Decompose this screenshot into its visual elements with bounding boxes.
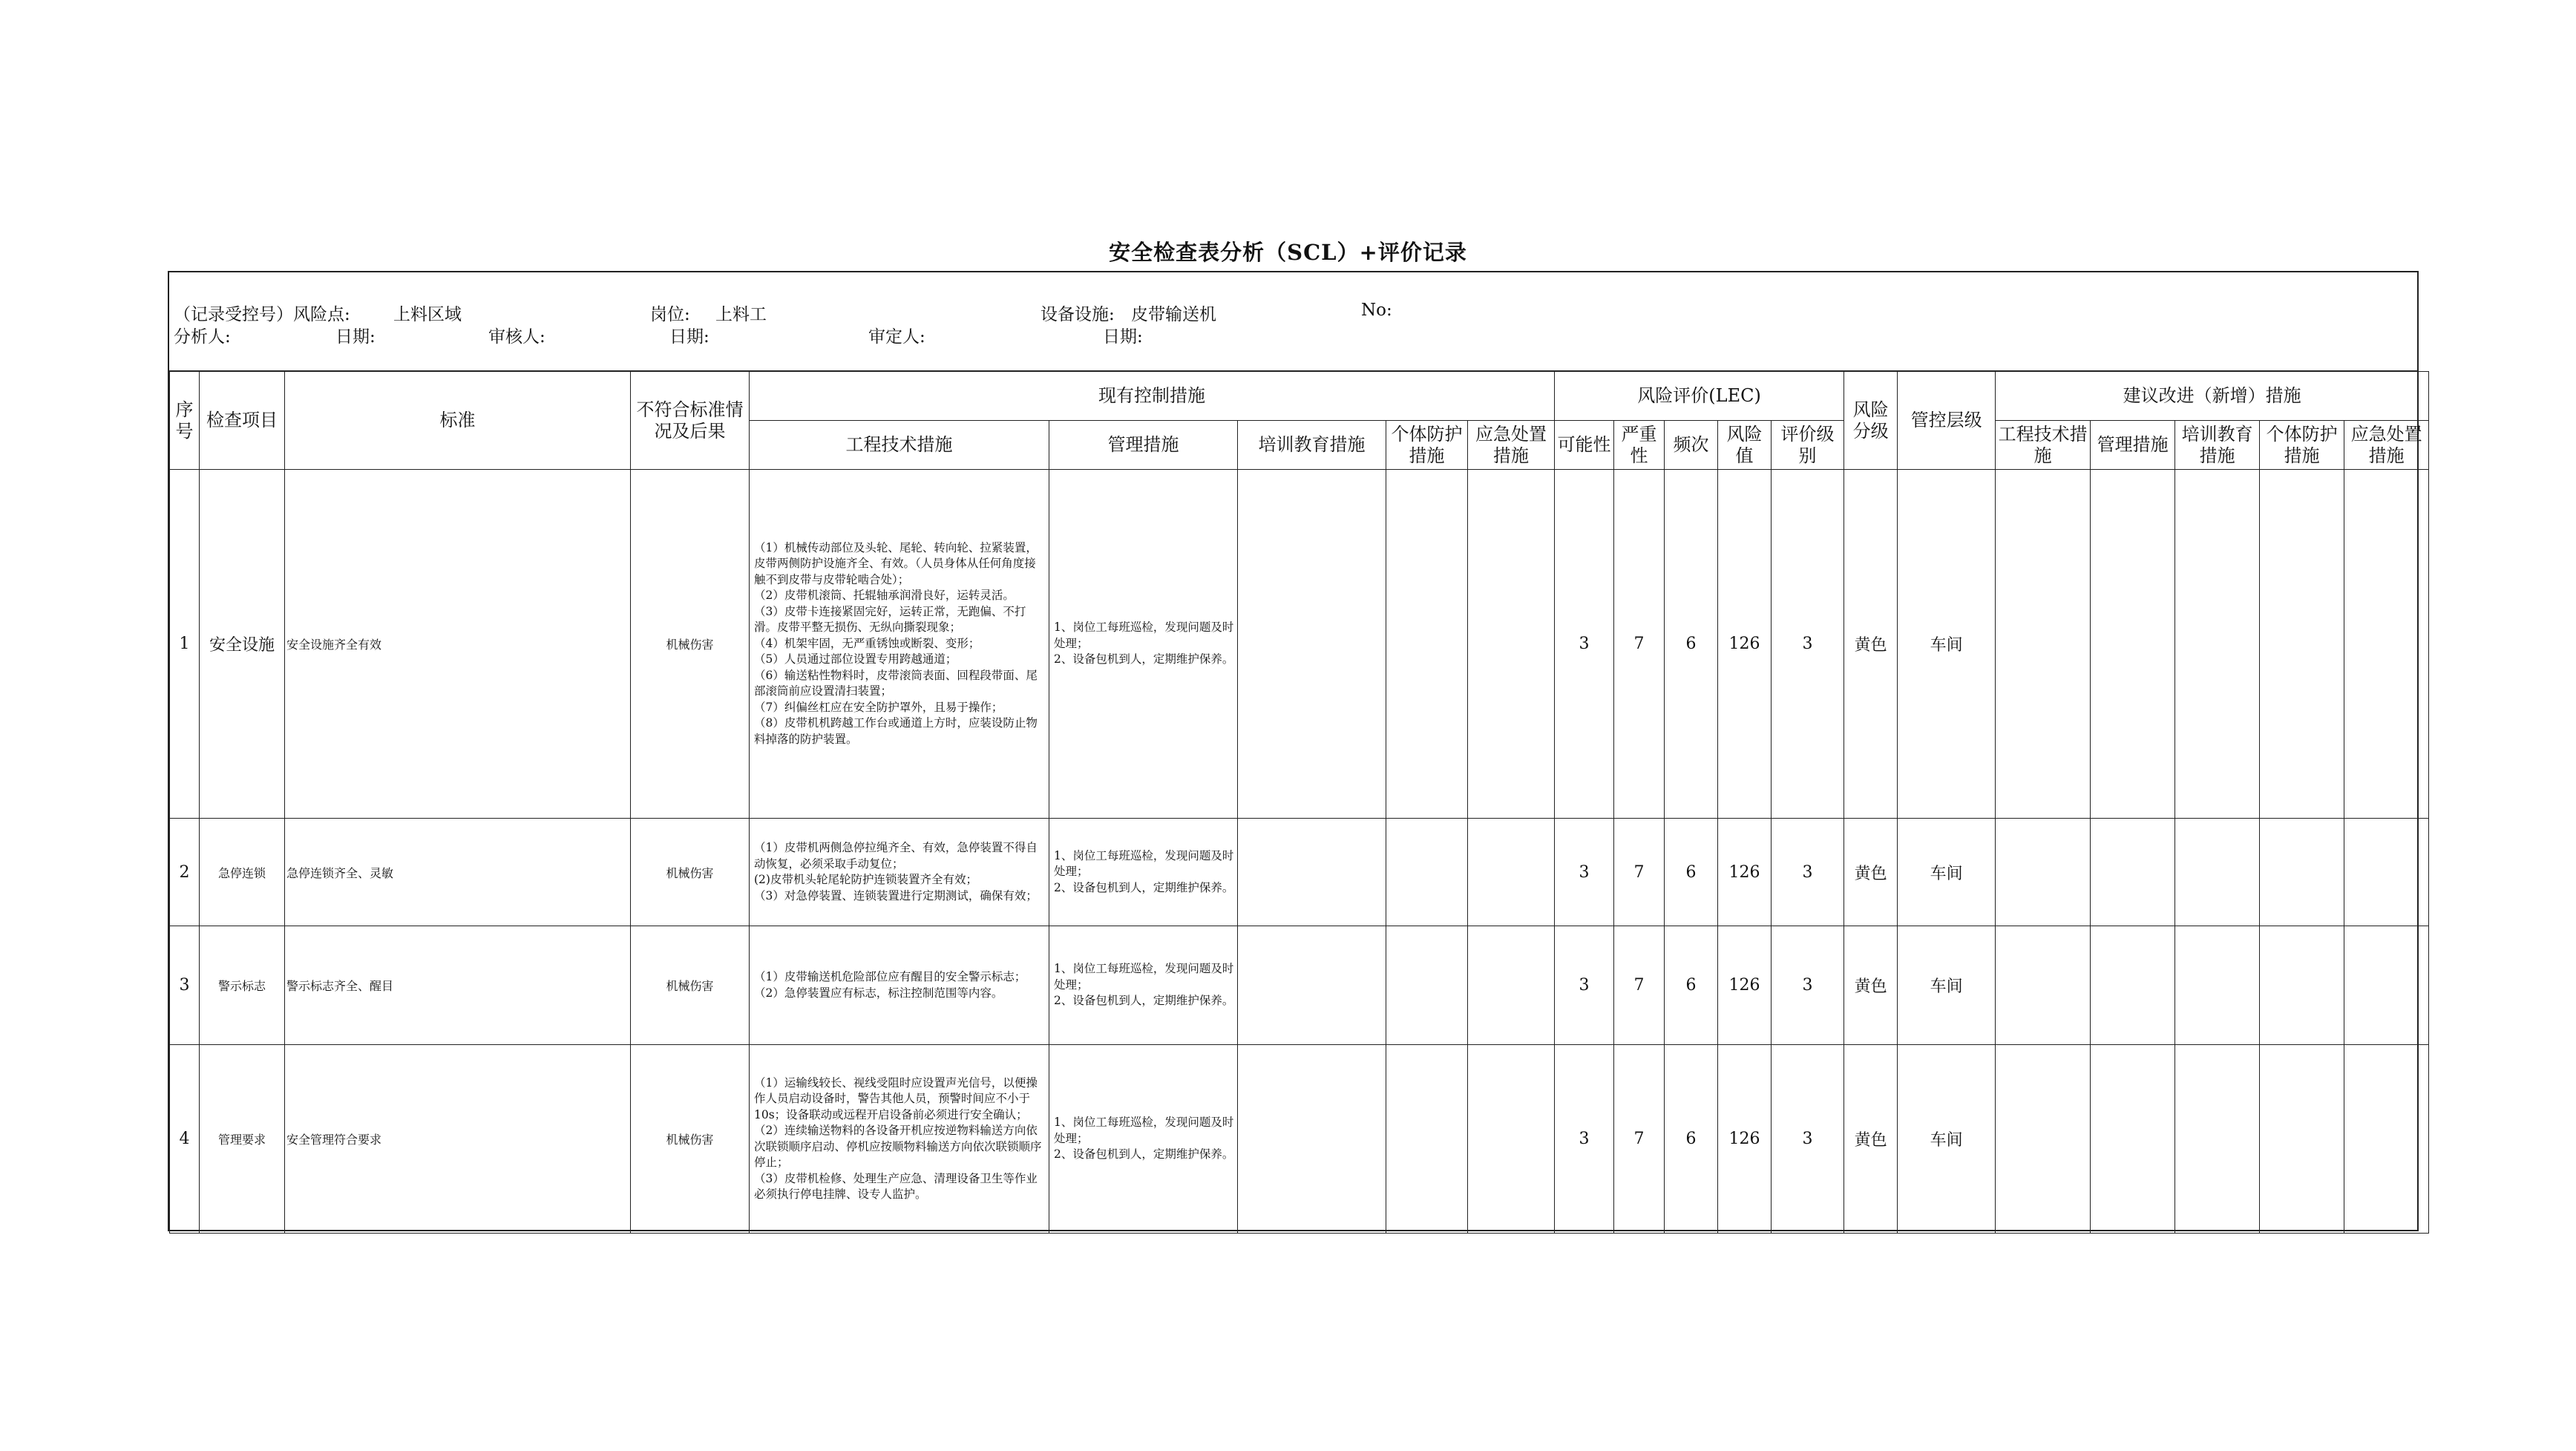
ppe-cell [1386, 470, 1468, 819]
l-cell: 3 [1555, 470, 1614, 819]
standard-cell: 安全管理符合要求 [285, 1045, 631, 1234]
s-training-cell [2175, 819, 2260, 926]
level-cell: 3 [1772, 1045, 1844, 1234]
emergency-cell [1468, 819, 1555, 926]
col-s-ppe-header: 个体防护措施 [2260, 421, 2344, 470]
s-emergency-cell [2344, 470, 2429, 819]
training-cell [1238, 1045, 1386, 1234]
s-emergency-cell [2344, 926, 2429, 1045]
mgmt-measure-cell: 1、岗位工每班巡检，发现问题及时处理； 2、设备包机到人，定期维护保养。 [1049, 1045, 1238, 1234]
control-level-cell: 车间 [1898, 926, 1996, 1045]
table-row [170, 926, 2429, 1045]
col-s-eng-header: 工程技术措施 [1996, 421, 2091, 470]
col-mgmt-header: 管理措施 [1049, 421, 1238, 470]
s-emergency-cell [2344, 819, 2429, 926]
table-row [170, 470, 2429, 819]
control-level-cell: 车间 [1898, 470, 1996, 819]
s-ppe-cell [2260, 470, 2344, 819]
col-nonconform-header: 不符合标准情 况及后果 [631, 372, 750, 470]
col-s-mgmt-header: 管理措施 [2091, 421, 2175, 470]
col-control-level-header: 管控层级 [1898, 372, 1996, 470]
emergency-cell [1468, 1045, 1555, 1234]
s-emergency-cell [2344, 1045, 2429, 1234]
col-item-header: 检查项目 [200, 372, 285, 470]
s-eng-cell [1996, 1045, 2091, 1234]
col-s-training-header: 培训教育措施 [2175, 421, 2260, 470]
suggest-measures-header: 建议改进（新增）措施 [1996, 372, 2429, 421]
s-mgmt-cell [2091, 926, 2175, 1045]
existing-measures-header: 现有控制措施 [750, 372, 1555, 421]
s-mgmt-cell [2091, 819, 2175, 926]
consequence-cell: 机械伤害 [631, 470, 750, 819]
s-ppe-cell [2260, 1045, 2344, 1234]
risk-class-cell: 黄色 [1844, 819, 1898, 926]
s-eng-cell [1996, 819, 2091, 926]
s-cell: 7 [1614, 926, 1665, 1045]
s-ppe-cell [2260, 819, 2344, 926]
post-value: 上料工 [715, 305, 767, 324]
standard-cell: 警示标志齐全、醒目 [285, 926, 631, 1045]
col-s-header: 严重性 [1614, 421, 1665, 470]
s-eng-cell [1996, 926, 2091, 1045]
s-training-cell [2175, 470, 2260, 819]
seq-cell: 2 [170, 819, 200, 926]
ppe-cell [1386, 1045, 1468, 1234]
item-cell: 管理要求 [200, 1045, 285, 1234]
eng-measure-cell: （1）机械传动部位及头轮、尾轮、转向轮、拉紧装置，皮带两侧防护设施齐全、有效。（人员身体从任何角度接触不到皮带与皮带轮啮合处）； （2）皮带机滚筒、托辊轴承润滑良好，运转灵活。 （3）皮带卡连接紧固完好，运转正常，无跑偏、不打滑。皮带平整无损伤、无纵向撕裂现象； （4）机架牢固，无严重锈蚀或断裂、变形； （5）人员通过部位设置专用跨越通道； （6）输送粘性物料时，皮带滚筒表面、回程段带面、尾部滚筒前应设置清扫装置； （7）纠偏丝杠应在安全防护罩外，且易于操作； （8）皮带机机跨越工作台或通道上方时，应装设防止物料掉落的防护装置。 [750, 470, 1049, 819]
page-title: 安全检查表分析（SCL）+评价记录 [1109, 240, 1467, 265]
s-ppe-cell [2260, 926, 2344, 1045]
col-risk-class-header: 风险分级 [1844, 372, 1898, 470]
col-emergency-header: 应急处置措施 [1468, 421, 1555, 470]
consequence-cell: 机械伤害 [631, 819, 750, 926]
emergency-cell [1468, 470, 1555, 819]
training-cell [1238, 926, 1386, 1045]
col-standard-header: 标准 [285, 372, 631, 470]
risk-class-cell: 黄色 [1844, 1045, 1898, 1234]
scl-table [169, 371, 2429, 1234]
info-header [169, 272, 2417, 372]
col-training-header: 培训教育措施 [1238, 421, 1386, 470]
col-eng-header: 工程技术措施 [750, 421, 1049, 470]
s-cell: 7 [1614, 470, 1665, 819]
l-cell: 3 [1555, 819, 1614, 926]
date1-label: 日期: [335, 327, 376, 347]
no-label: No: [1361, 301, 1392, 320]
d-cell: 126 [1718, 1045, 1772, 1234]
training-cell [1238, 819, 1386, 926]
risk-class-cell: 黄色 [1844, 470, 1898, 819]
s-training-cell [2175, 1045, 2260, 1234]
analyst-label: 分析人: [174, 327, 231, 347]
emergency-cell [1468, 926, 1555, 1045]
col-ppe-header: 个体防护措施 [1386, 421, 1468, 470]
training-cell [1238, 470, 1386, 819]
col-seq-header: 序号 [170, 372, 200, 470]
s-training-cell [2175, 926, 2260, 1045]
standard-cell: 急停连锁齐全、灵敏 [285, 819, 631, 926]
d-cell: 126 [1718, 470, 1772, 819]
date2-label: 日期: [669, 327, 709, 347]
s-mgmt-cell [2091, 470, 2175, 819]
e-cell: 6 [1665, 926, 1718, 1045]
eng-measure-cell: （1）皮带机两侧急停拉绳齐全、有效，急停装置不得自动恢复，必须采取手动复位； (2)皮带机头轮尾轮防护连锁装置齐全有效； （3）对急停装置、连锁装置进行定期测试，确保有效； [750, 819, 1049, 926]
consequence-cell: 机械伤害 [631, 926, 750, 1045]
risk-point-value: 上料区域 [393, 305, 462, 324]
col-level-header: 评价级别 [1772, 421, 1844, 470]
e-cell: 6 [1665, 1045, 1718, 1234]
table-row [170, 1045, 2429, 1234]
col-l-header: 可能性 [1555, 421, 1614, 470]
item-cell: 警示标志 [200, 926, 285, 1045]
facility-value: 皮带输送机 [1131, 305, 1216, 324]
level-cell: 3 [1772, 926, 1844, 1045]
facility-label: 设备设施: [1040, 305, 1115, 324]
item-cell: 急停连锁 [200, 819, 285, 926]
col-s-emergency-header: 应急处置措施 [2344, 421, 2429, 470]
lec-header: 风险评价(LEC) [1555, 372, 1844, 421]
d-cell: 126 [1718, 926, 1772, 1045]
standard-cell: 安全设施齐全有效 [285, 470, 631, 819]
level-cell: 3 [1772, 819, 1844, 926]
date3-label: 日期: [1103, 327, 1143, 347]
s-cell: 7 [1614, 1045, 1665, 1234]
reviewer-label: 审核人: [488, 327, 545, 347]
ppe-cell [1386, 926, 1468, 1045]
approver-label: 审定人: [868, 327, 925, 347]
l-cell: 3 [1555, 1045, 1614, 1234]
s-mgmt-cell [2091, 1045, 2175, 1234]
col-e-header: 频次 [1665, 421, 1718, 470]
eng-measure-cell: （1）运输线较长、视线受阻时应设置声光信号，以便操作人员启动设备时，警告其他人员，预警时间应不小于10s；设备联动或远程开启设备前必须进行安全确认； （2）连续输送物料的各设备开机应按逆物料输送方向依次联锁顺序启动、停机应按顺物料输送方向依次联锁顺序停止； （3）皮带机检修、处理生产应急、清理设备卫生等作业必须执行停电挂牌、设专人监护。 [750, 1045, 1049, 1234]
risk-class-cell: 黄色 [1844, 926, 1898, 1045]
eng-measure-cell: （1）皮带输送机危险部位应有醒目的安全警示标志； （2）急停装置应有标志，标注控制范围等内容。 [750, 926, 1049, 1045]
seq-cell: 3 [170, 926, 200, 1045]
seq-cell: 4 [170, 1045, 200, 1234]
level-cell: 3 [1772, 470, 1844, 819]
control-level-cell: 车间 [1898, 819, 1996, 926]
e-cell: 6 [1665, 470, 1718, 819]
mgmt-measure-cell: 1、岗位工每班巡检，发现问题及时处理； 2、设备包机到人，定期维护保养。 [1049, 926, 1238, 1045]
col-d-header: 风险值 [1718, 421, 1772, 470]
record-no-label: （记录受控号）风险点: [174, 305, 350, 324]
d-cell: 126 [1718, 819, 1772, 926]
seq-cell: 1 [170, 470, 200, 819]
s-eng-cell [1996, 470, 2091, 819]
item-cell: 安全设施 [200, 470, 285, 819]
scl-form [168, 271, 2422, 1231]
ppe-cell [1386, 819, 1468, 926]
s-cell: 7 [1614, 819, 1665, 926]
e-cell: 6 [1665, 819, 1718, 926]
post-label: 岗位: [650, 305, 690, 324]
l-cell: 3 [1555, 926, 1614, 1045]
table-row [170, 819, 2429, 926]
mgmt-measure-cell: 1、岗位工每班巡检，发现问题及时处理； 2、设备包机到人，定期维护保养。 [1049, 470, 1238, 819]
consequence-cell: 机械伤害 [631, 1045, 750, 1234]
control-level-cell: 车间 [1898, 1045, 1996, 1234]
mgmt-measure-cell: 1、岗位工每班巡检，发现问题及时处理； 2、设备包机到人，定期维护保养。 [1049, 819, 1238, 926]
